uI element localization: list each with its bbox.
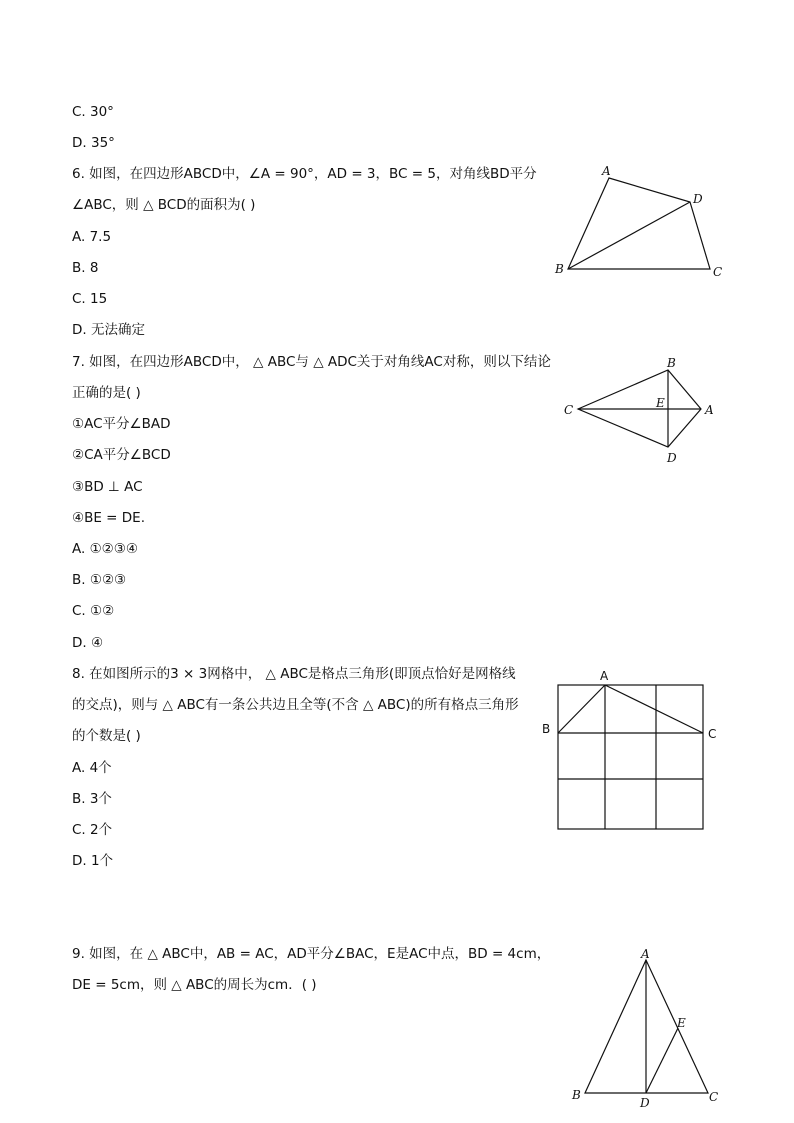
q9-label-c: C bbox=[709, 1090, 719, 1104]
q9-label-e: E bbox=[677, 1016, 686, 1030]
q8-option-a: A. 4个 bbox=[72, 760, 112, 776]
q7-option-c: C. ①② bbox=[72, 603, 115, 619]
q7-stem-line-2: 正确的是( ) bbox=[72, 385, 141, 401]
q8-label-b: B bbox=[542, 722, 551, 736]
q6-stem-line-2: ∠ABC，则 △ BCD的面积为( ) bbox=[72, 197, 256, 213]
q6-option-b: B. 8 bbox=[72, 260, 99, 276]
q8-option-d: D. 1个 bbox=[72, 853, 114, 869]
q5-option-c: C. 30° bbox=[72, 104, 114, 120]
q8-side-ab bbox=[558, 685, 605, 733]
q8-option-b: B. 3个 bbox=[72, 791, 112, 807]
q6-label-a: A bbox=[602, 164, 611, 178]
q8-label-a: A bbox=[600, 669, 609, 683]
q8-option-c: C. 2个 bbox=[72, 822, 113, 838]
q7-statement-2: ②CA平分∠BCD bbox=[72, 447, 171, 463]
q9-label-d: D bbox=[640, 1096, 650, 1110]
q7-option-b: B. ①②③ bbox=[72, 572, 127, 588]
q7-label-e: E bbox=[656, 396, 665, 410]
q8-stem-line-1: 8. 在如图所示的3 × 3网格中， △ ABC是格点三角形(即顶点恰好是网格线 bbox=[72, 666, 516, 682]
q7-statement-1: ①AC平分∠BAD bbox=[72, 416, 171, 432]
q8-grid-figure bbox=[538, 665, 728, 835]
q5-option-d: D. 35° bbox=[72, 135, 115, 151]
q7-label-a: A bbox=[705, 403, 714, 417]
q6-quadrilateral-figure bbox=[550, 160, 730, 285]
q6-option-c: C. 15 bbox=[72, 291, 108, 307]
q6-label-c: C bbox=[713, 265, 723, 279]
q7-option-a: A. ①②③④ bbox=[72, 541, 138, 557]
q6-quadrilateral-abcd bbox=[568, 178, 710, 269]
q6-label-d: D bbox=[693, 192, 703, 206]
q7-stem-line-1: 7. 如图，在四边形ABCD中， △ ABC与 △ ADC关于对角线AC对称，则以下结论 bbox=[72, 354, 551, 370]
q6-option-a: A. 7.5 bbox=[72, 229, 112, 245]
q6-option-d: D. 无法确定 bbox=[72, 322, 145, 338]
q6-diagonal-bd bbox=[568, 202, 690, 269]
q6-label-b: B bbox=[555, 262, 564, 276]
q7-label-b: B bbox=[667, 356, 676, 370]
q7-option-d: D. ④ bbox=[72, 635, 104, 651]
q7-label-c: C bbox=[564, 403, 574, 417]
q7-kite-figure bbox=[558, 352, 728, 467]
q8-stem-line-2: 的交点)，则与 △ ABC有一条公共边且全等(不含 △ ABC)的所有格点三角形 bbox=[72, 697, 519, 713]
q6-stem-line-1: 6. 如图，在四边形ABCD中，∠A = 90°，AD = 3，BC = 5，对角线BD平分 bbox=[72, 166, 537, 182]
q7-statement-3: ③BD ⊥ AC bbox=[72, 479, 143, 495]
q8-grid-border bbox=[558, 685, 703, 829]
q9-stem-line-2: DE = 5cm，则 △ ABC的周长为cm．( ) bbox=[72, 977, 317, 993]
q8-side-ac bbox=[605, 685, 703, 733]
q7-statement-4: ④BE = DE. bbox=[72, 510, 146, 526]
q9-segment-de bbox=[646, 1028, 678, 1093]
q9-label-b: B bbox=[572, 1088, 581, 1102]
q9-label-a: A bbox=[641, 947, 650, 961]
q9-stem-line-1: 9. 如图，在 △ ABC中，AB = AC，AD平分∠BAC，E是AC中点，BD = 4cm， bbox=[72, 946, 551, 962]
q8-label-c: C bbox=[708, 727, 717, 741]
q7-label-d: D bbox=[667, 451, 677, 465]
q9-triangle-figure bbox=[565, 945, 730, 1110]
q8-stem-line-3: 的个数是( ) bbox=[72, 728, 141, 744]
